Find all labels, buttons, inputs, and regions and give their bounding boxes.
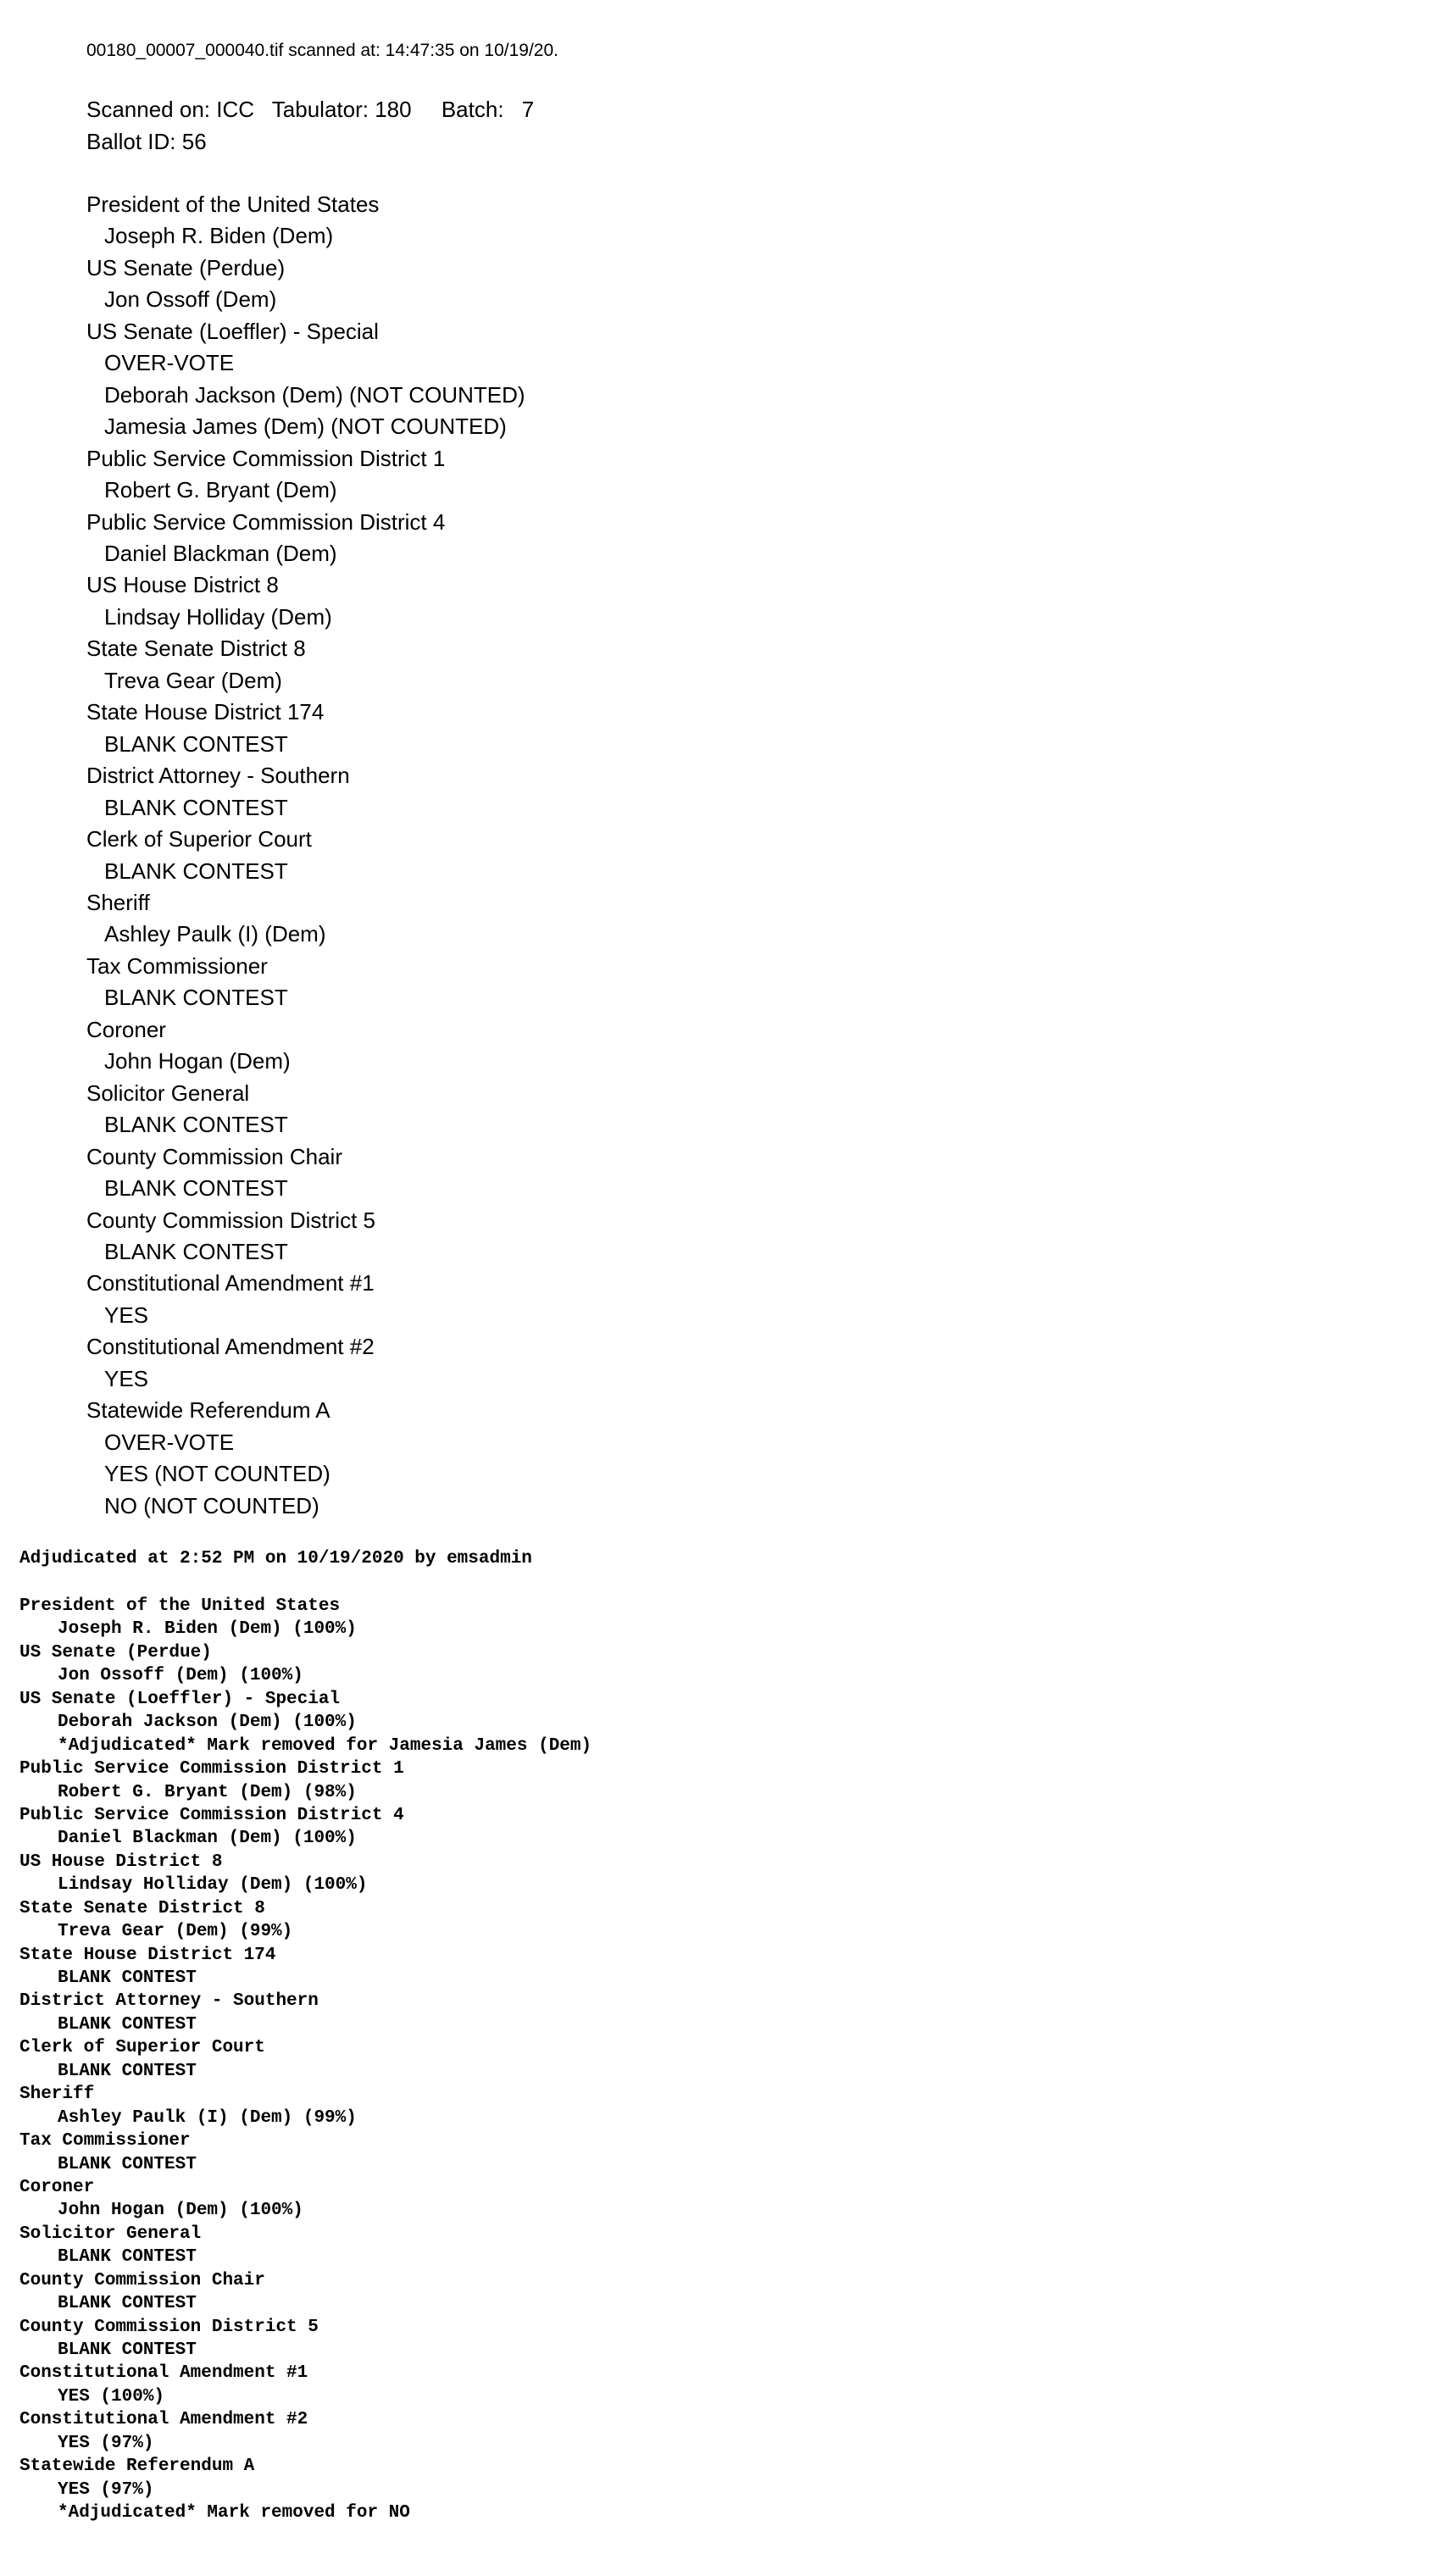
contest-selection: BLANK CONTEST (104, 985, 288, 1011)
contest-title: Constitutional Amendment #2 (86, 1334, 375, 1360)
contest-title: US Senate (Loeffler) - Special (19, 1689, 341, 1709)
contest-selection: Jamesia James (Dem) (NOT COUNTED) (104, 414, 507, 440)
contest-selection: Lindsay Holliday (Dem) (100%) (58, 1875, 368, 1896)
contest-selection: Jon Ossoff (Dem) (100%) (58, 1666, 303, 1686)
contest-selection: Robert G. Bryant (Dem) (98%) (58, 1782, 357, 1802)
tabulator-label: Tabulator: (271, 97, 369, 122)
contest-title: Tax Commissioner (86, 952, 268, 979)
contest-title: US House District 8 (86, 572, 279, 598)
contest-selection: BLANK CONTEST (104, 794, 288, 820)
contest-title: Clerk of Superior Court (86, 826, 312, 852)
contest-selection: BLANK CONTEST (58, 2340, 197, 2360)
contest-title: Constitutional Amendment #1 (19, 2363, 308, 2384)
contest-title: Solicitor General (19, 2223, 202, 2244)
contest-selection: Deborah Jackson (Dem) (100%) (58, 1713, 357, 1733)
contest-title: Clerk of Superior Court (19, 2038, 265, 2058)
contest-selection: Ashley Paulk (I) (Dem) (99%) (58, 2107, 357, 2128)
contest-selection: YES (97%) (58, 2479, 154, 2500)
contest-selection: BLANK CONTEST (104, 730, 288, 757)
contest-selection: BLANK CONTEST (104, 1112, 288, 1138)
contest-selection: Lindsay Holliday (Dem) (104, 603, 332, 630)
contest-selection: BLANK CONTEST (58, 2294, 197, 2314)
contest-title: Coroner (19, 2177, 95, 2197)
contest-title: US Senate (Perdue) (19, 1642, 212, 1663)
contest-selection: BLANK CONTEST (58, 2154, 197, 2174)
contest-selection: YES (104, 1365, 149, 1391)
ballot-id-label: Ballot ID: (86, 129, 176, 154)
contest-title: State House District 174 (86, 699, 325, 725)
ballot-id-line (86, 125, 534, 158)
contest-title: Tax Commissioner (19, 2131, 191, 2151)
batch-label: Batch: (441, 97, 504, 122)
ballot-selections (86, 189, 525, 1522)
contest-title: President of the United States (86, 192, 380, 217)
contest-title: US House District 8 (19, 1852, 223, 1872)
contest-title: State Senate District 8 (19, 1898, 265, 1918)
contest-title: President of the United States (19, 1596, 341, 1616)
contest-title: Public Service Commission District 1 (86, 445, 446, 471)
contest-title: Coroner (86, 1016, 166, 1042)
contest-selection: YES (NOT COUNTED) (104, 1461, 330, 1487)
contest-selection: Ashley Paulk (I) (Dem) (104, 921, 326, 947)
contest-title: Public Service Commission District 4 (86, 508, 446, 535)
contest-selection: BLANK CONTEST (104, 1175, 288, 1202)
contest-selection: Daniel Blackman (Dem) (100%) (58, 1829, 357, 1849)
adjudication-header: Adjudicated at 2:52 PM on 10/19/2020 by emsadmin (19, 1549, 532, 1568)
scan-info-line (86, 93, 534, 125)
contest-title: District Attorney - Southern (19, 1991, 319, 2012)
contest-title: Sheriff (86, 889, 150, 915)
contest-selection: John Hogan (Dem) (104, 1048, 291, 1074)
contest-selection: BLANK CONTEST (104, 1238, 288, 1264)
scan-info (86, 93, 534, 158)
contest-title: Statewide Referendum A (19, 2457, 255, 2477)
tabulator-value: 180 (375, 97, 412, 122)
contest-title: US Senate (Perdue) (86, 254, 286, 280)
contest-title: Public Service Commission District 1 (19, 1759, 404, 1779)
contest-selection: BLANK CONTEST (58, 1968, 197, 1988)
contest-selection: BLANK CONTEST (58, 2014, 197, 2035)
scanned-on-value: ICC (216, 97, 255, 122)
contest-title: Public Service Commission District 4 (19, 1805, 404, 1825)
contest-selection: Treva Gear (Dem) (99%) (58, 1922, 293, 1942)
contest-selection: YES (100%) (58, 2386, 165, 2407)
contest-title: Statewide Referendum A (86, 1397, 330, 1424)
contest-selection: Deborah Jackson (Dem) (NOT COUNTED) (104, 381, 525, 408)
contest-title: Constitutional Amendment #2 (19, 2410, 308, 2430)
contest-selection: Robert G. Bryant (Dem) (104, 477, 337, 503)
ballot-id-value: 56 (181, 129, 207, 154)
contest-selection: BLANK CONTEST (104, 858, 288, 884)
contest-title: Solicitor General (86, 1080, 250, 1106)
contest-title: District Attorney - Southern (86, 763, 350, 789)
contest-selection: YES (104, 1302, 149, 1328)
contest-title: County Commission Chair (86, 1143, 342, 1169)
contest-title: US Senate (Loeffler) - Special (86, 318, 379, 344)
contest-selection: Treva Gear (Dem) (104, 667, 282, 693)
batch-value: 7 (521, 97, 535, 122)
contest-title: State Senate District 8 (86, 636, 306, 662)
adjudication-results (19, 1595, 591, 2525)
contest-selection: Jon Ossoff (Dem) (104, 286, 277, 313)
contest-selection: Joseph R. Biden (Dem) (100%) (58, 1619, 357, 1640)
contest-selection: OVER-VOTE (104, 350, 235, 376)
contest-title: Sheriff (19, 2085, 95, 2105)
contest-selection: *Adjudicated* Mark removed for NO (58, 2503, 410, 2523)
contest-title: County Commission Chair (19, 2270, 265, 2290)
contest-selection: *Adjudicated* Mark removed for Jamesia James (Dem) (58, 1735, 592, 1756)
contest-title: County Commission District 5 (19, 2317, 319, 2337)
scanned-on-label: Scanned on: (86, 97, 211, 122)
contest-title: County Commission District 5 (86, 1207, 375, 1233)
contest-selection: John Hogan (Dem) (100%) (58, 2201, 303, 2221)
contest-selection: OVER-VOTE (104, 1429, 235, 1455)
contest-title: State House District 174 (19, 1945, 276, 1965)
contest-selection: Daniel Blackman (Dem) (104, 540, 337, 566)
contest-selection: Joseph R. Biden (Dem) (104, 223, 334, 249)
contest-selection: NO (NOT COUNTED) (104, 1492, 319, 1518)
contest-selection: YES (97%) (58, 2433, 154, 2453)
contest-selection: BLANK CONTEST (58, 2247, 197, 2268)
scan-header: 00180_00007_000040.tif scanned at: 14:47:35 on 10/19/20. (86, 41, 558, 60)
contest-title: Constitutional Amendment #1 (86, 1270, 375, 1296)
contest-selection: BLANK CONTEST (58, 2061, 197, 2081)
